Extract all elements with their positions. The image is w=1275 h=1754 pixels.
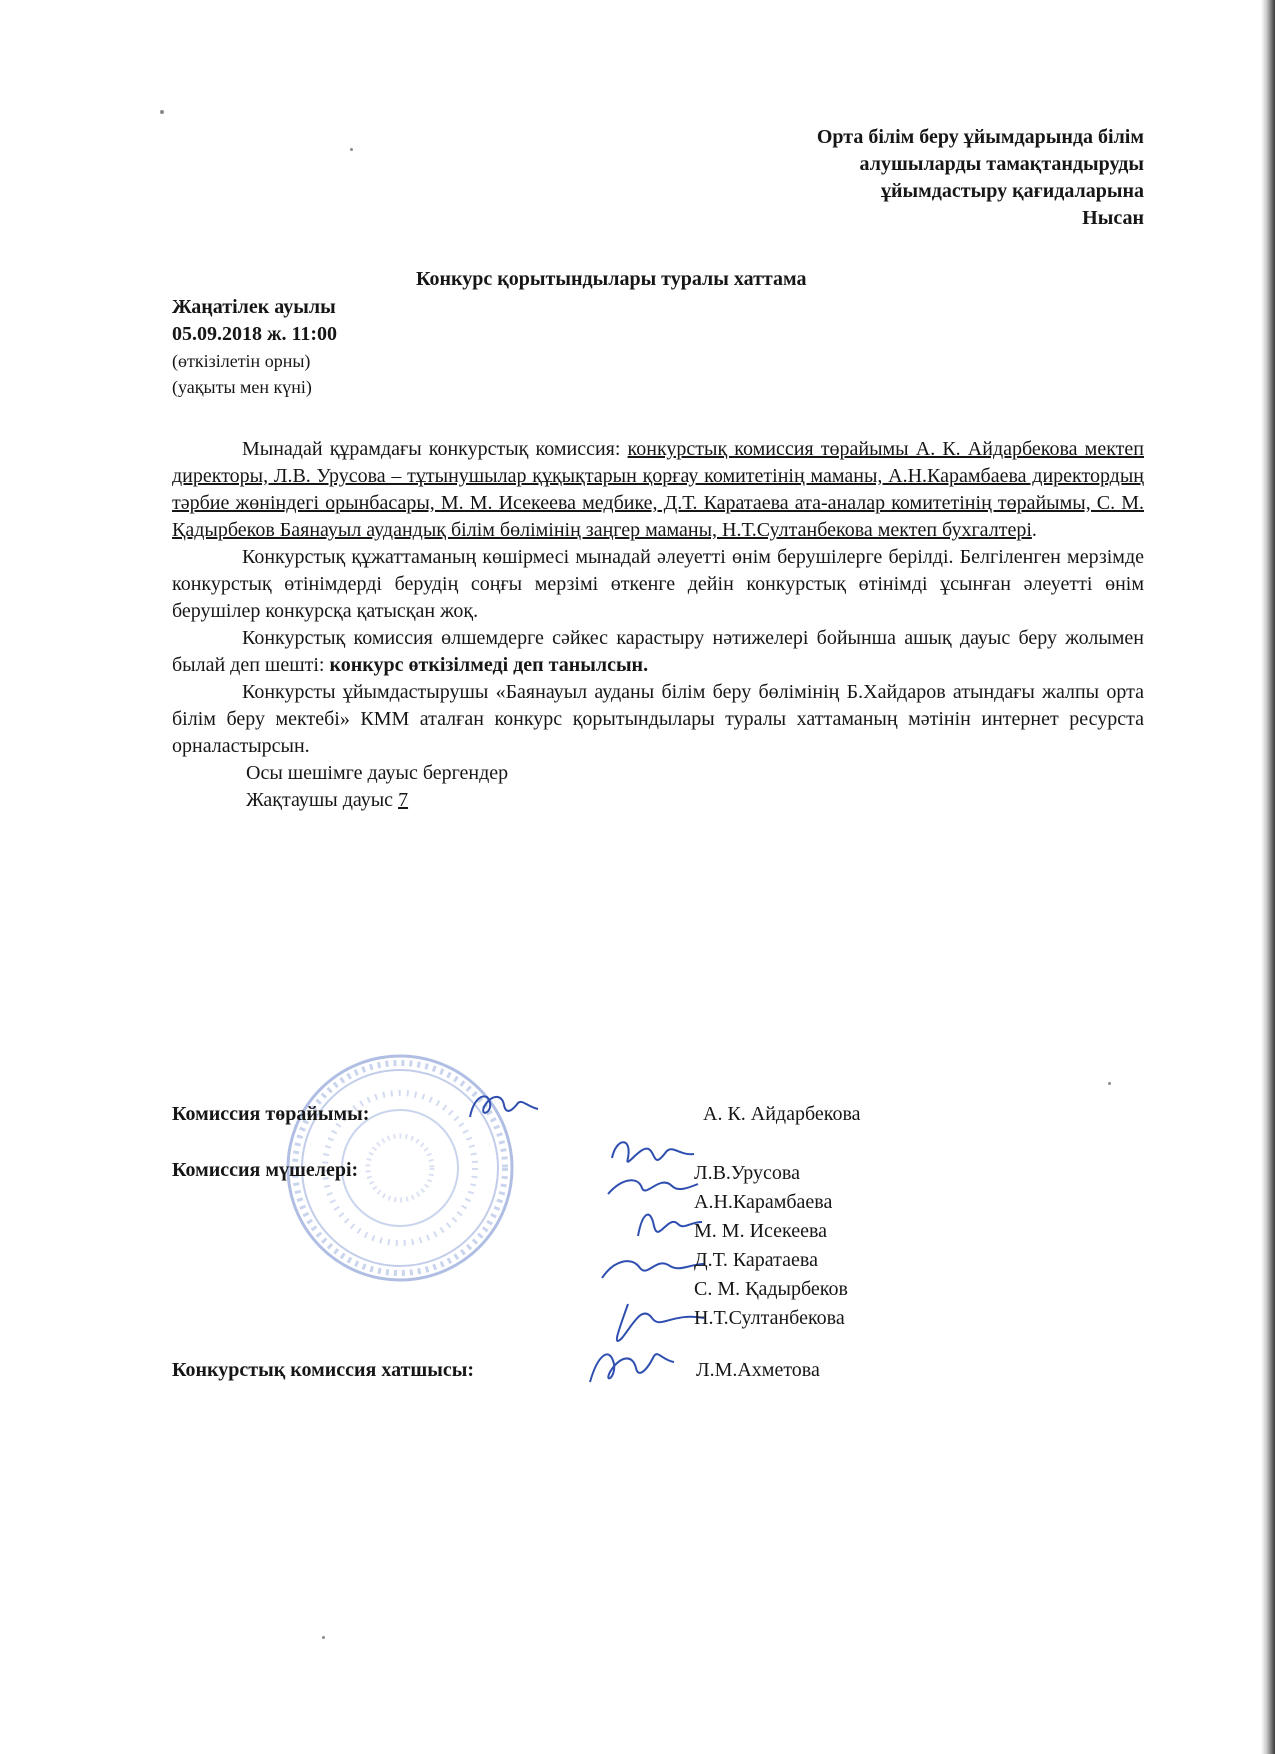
members-signatures <box>598 1132 708 1362</box>
place-and-date <box>172 294 337 400</box>
votes-for-count: 7 <box>398 789 409 811</box>
member-name: Л.В.Урусова <box>694 1162 800 1184</box>
header-line: алушыларды тамақтандыруды <box>859 153 1144 175</box>
secretary-name: Л.М.Ахметова <box>696 1359 820 1381</box>
scan-speck <box>350 148 353 151</box>
paragraph-end: . <box>1031 519 1037 541</box>
decision-lead: Конкурстық комиссия өлшемдерге сәйкес карастыру нәтижелері бойынша ашық дауыс беру жолымен былай деп шешті: <box>172 627 1144 676</box>
member-name: С. М. Қадырбеков <box>694 1278 848 1300</box>
secretary-signature <box>580 1342 680 1390</box>
member-name: М. М. Исекеева <box>694 1220 828 1242</box>
voted-line: Осы шешімге дауыс бергендер <box>246 762 509 784</box>
members-label: Комиссия мүшелері: <box>172 1159 359 1181</box>
decision-text: конкурс өткізілмеді деп танылсын. <box>329 654 649 676</box>
decision-paragraph <box>172 625 1144 679</box>
commission-paragraph <box>172 436 1144 544</box>
scan-speck <box>322 1636 325 1639</box>
commission-members-text: конкурстық комиссия төрайымы А. К. Айдарбекова мектеп директоры, Л.В. Урусова – тұтынушылар құқықтарын қорғау комитетінің маманы, А.Н.Карамбаева директордың тәрбие жөніндегі орынбасары, М. М. Исекеева медбике, Д.Т. Каратаева ата-аналар комитетінің төрайымы, С. М. Қадырбеков Баянауыл аудандық білім бөлімінің заңгер маманы, Н.Т.Султанбекова мектеп бухгалтері <box>172 438 1144 541</box>
members-list <box>694 1159 848 1333</box>
chair-signature <box>462 1087 542 1127</box>
votes-for-line <box>172 787 1144 814</box>
chair-label: Комиссия төрайымы: <box>172 1103 370 1125</box>
regulation-header <box>584 124 1144 232</box>
member-name: А.Н.Карамбаева <box>694 1191 833 1213</box>
votes-for-label: Жақтаушы дауыс <box>246 789 399 811</box>
scan-edge-shadow <box>1261 0 1275 1754</box>
chair-name: А. К. Айдарбекова <box>703 1103 861 1125</box>
organizer-paragraph: Конкурсты ұйымдастырушы «Баянауыл ауданы білім беру бөлімінің Б.Хайдаров атындағы жалпы орта білім беру мектебі» КММ аталған конкурс қорытындылары туралы хаттаманың мәтінін интернет ресурста орналастырсын. <box>172 681 1144 757</box>
secretary-label: Конкурстық комиссия хатшысы: <box>172 1359 475 1381</box>
scan-speck <box>1108 1082 1111 1085</box>
header-line: ұйымдастыру қағидаларына <box>881 180 1144 202</box>
documentation-paragraph: Конкурстық құжаттаманың көшірмесі мынадай әлеуетті өнім берушілерге берілді. Белгіленген мерзімде конкурстық өтінімдерді берудің соңғы мерзімі өткенге дейін конкурстық өтінімді ұсынған әлеуетті өнім берушілер конкурсқа қатысқан жоқ. <box>172 546 1144 622</box>
place-caption: (өткізілетін орны) <box>172 351 311 371</box>
time-caption: (уақыты мен күні) <box>172 377 312 397</box>
header-line: Нысан <box>1082 207 1144 229</box>
meeting-datetime: 05.09.2018 ж. 11:00 <box>172 323 338 345</box>
header-line: Орта білім беру ұйымдарында білім <box>816 126 1144 148</box>
protocol-body <box>172 436 1144 814</box>
commission-lead: Мынадай құрамдағы конкурстық комиссия: <box>242 438 628 460</box>
scan-speck <box>160 110 164 114</box>
member-name: Н.Т.Султанбекова <box>694 1307 845 1329</box>
member-name: Д.Т. Каратаева <box>694 1249 818 1271</box>
village-name: Жаңатілек ауылы <box>172 296 336 318</box>
document-title: Конкурс қорытындылары туралы хаттама <box>416 268 807 290</box>
